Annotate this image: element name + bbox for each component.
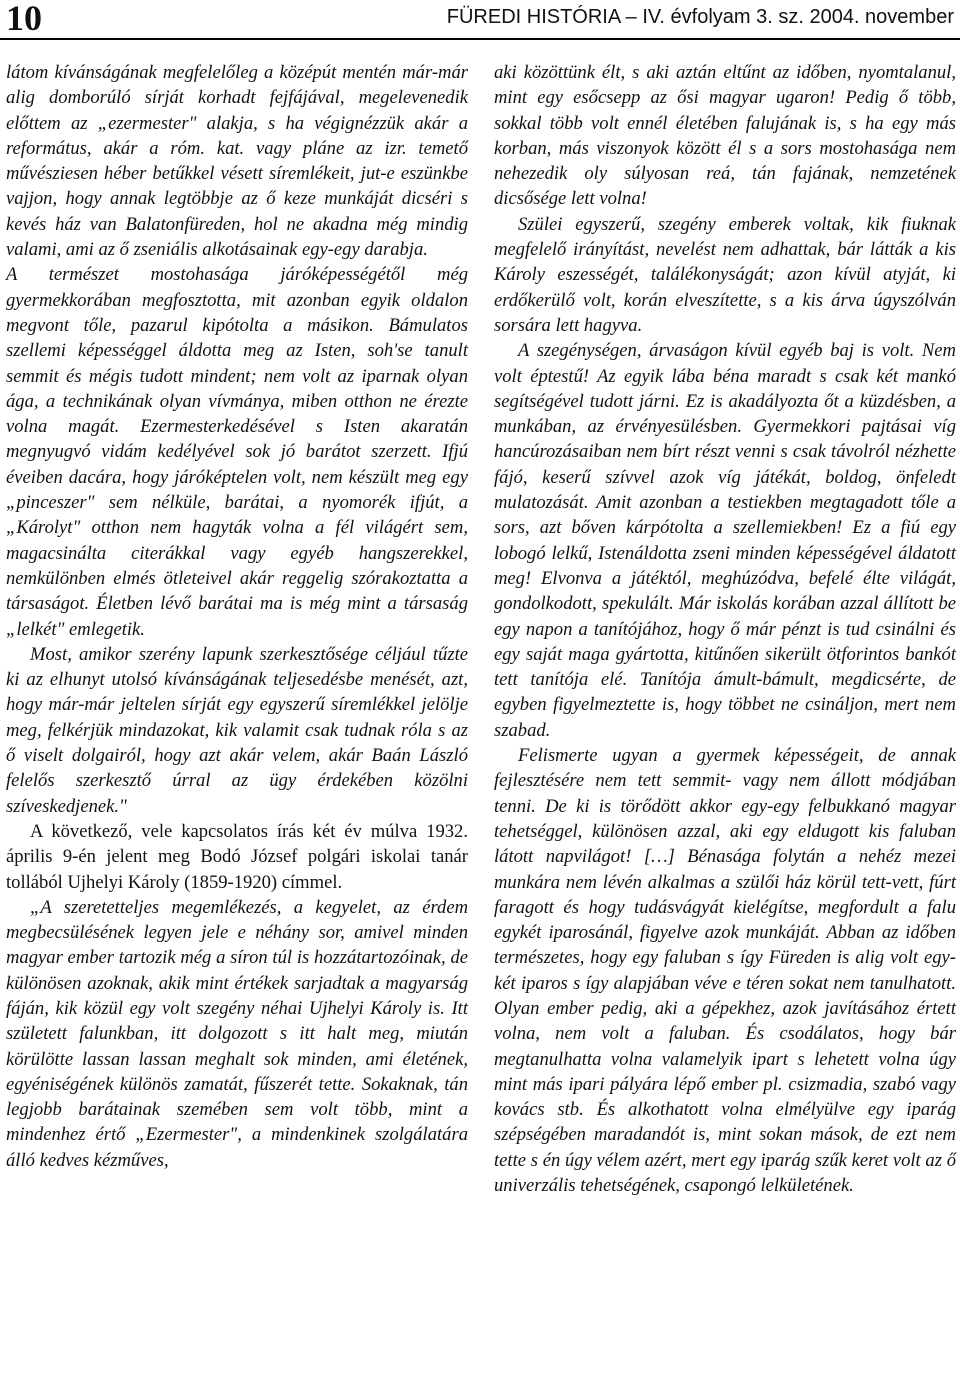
- paragraph: „A szeretetteljes megemlékezés, a kegyelet, az érdem megbecsülésének legyen jele e néhány sor, amivel minden magyar ember tartozik még a síron túl is hozzátartozóinak, de különösen azoknak, akik mint értékek sarjadtak a magyarság fáján, kik közül egy volt szegény néhai Ujhelyi Károly is. Itt született falunkban, itt dolgozott s itt halt meg, miután körülötte lassan lassan meghalt sok minden, ami életének, egyéniségének különös zamatát, fűszerét tette. Sokaknak, tán legjobb barátainak szemében sem volt több, mint a mindenhez értő „Ezermester", a mindenkinek szolgálatára álló kedves kézműves,: [6, 896, 468, 1171]
- paragraph: aki közöttünk élt, s aki aztán eltűnt az időben, nyomtalanul, mint egy esőcsepp az ősi magyar ugaron! Pedig ő több, sokkal több volt ennél életében falujának is, s ha egy más korban, más viszonyok között él s a sors mostohasága nem nehezedik oly súlyosan reá, tán fajának, nemzetének dicsősége lett volna!: [494, 62, 956, 210]
- paragraph: A következő, vele kapcsolatos írás két év múlva 1932. április 9-én jelent meg Bodó József polgári iskolai tanár tollából Ujhelyi Károly (1859-1920) címmel.: [6, 820, 468, 893]
- paragraph: Szülei egyszerű, szegény emberek voltak, kik fiuknak megfelelő irányítást, nevelést nem adhattak, bár látták a kis Károly eszességét, találékonyságát; azon kívül atyját, ki erdőkerülő volt, korán elveszítette, s a kis árva úgyszólván sorsára lett hagyva.: [494, 213, 956, 336]
- paragraph: Felismerte ugyan a gyermek képességeit, de annak fejlesztésére nem tett semmit- vagy nem állott módjában tenni. De ki is törődött akkor egy-egy felbukkanó magyar tehetséggel, különösen azzal, aki egy eldugott kis faluban látott napvilágot! […] Bénasága folytán a nehéz mezei munkára nem lévén alkalmas a szülői ház körül tett-vett, fúrt faragott és hogy tudásvágyát kielégítse, megfordult a falu egykét iparosánál, figyelve azok munkáját. Abban az időben természetes, hogy egy faluban s így Füreden is alig volt egy-két iparos s így alapjában véve e téren sokat nem tanulhatott. Olyan ember pedig, aki a gépekhez, azok javításához értett volna, nem volt a faluban. És csodálatos, hogy bár megtanulhatta volna valamelyik ipart s lehetett volna úgy mint más ipari pályára lépő ember pl. csizmadia, szabó vagy kovács stb. És alkothatott volna elmélyülve egy iparág szépségében maradandót is, mint sokan mások, de ezt nem tette s én úgy vélem azért, mert egy iparág szűk keret volt az ő univerzális tehetségének, csapongó lelkületének.: [494, 745, 956, 1197]
- paragraph: Most, amikor szerény lapunk szerkesztősége céljául tűzte ki az elhunyt utolsó kívánságának teljesedésbe menését, azt, hogy már-már jeltelen sírját egy egyszerű síremlékkel jelölje meg, felkérjük mindazokat, kik valamit csak tudnak róla s az ő viselt dolgairól, hogy azt akár velem, akár Baán László felelős szerkesztő úrral az ügy érdekében közölni szíveskedjenek.": [6, 643, 468, 817]
- right-column: [494, 60, 956, 1198]
- paragraph: A természet mostohasága járóképességétől még gyermekkorában megfosztotta, mit azonban egyik oldalon megvont tőle, pazarul kipótolta a másikon. Bámulatos szellemi képességgel áldotta meg az Isten, soh'se tanult semmit és mégis tudott mindent; nem volt az iparnak olyan ága, a technikának olyan vívmánya, miben otthon ne érezte volna magát. Ezermesterkedésével s Isten akaratán megnyugvó vidám kedélyével sok jó barátot szerzett. Ifjú éveiben dacára, hogy járóképtelen volt, nem készült meg egy „pinceszer" sem nélküle, barátai, a nyomorék ifjút, a „Károlyt" otthon nem hagyták volna a fél világért sem, magacsinálta citerákkal vagy egyéb hangszerekkel, nemkülönben elmés ötleteivel akár reggelig szórakoztatta a társaságot. Életben lévő barátai ma is még mint a társaság „lelkét" emlegetik.: [6, 264, 468, 640]
- paragraph: látom kívánságának megfelelőleg a középút mentén már-már alig domborúló sírját korhadt fejfájával, megelevenedik előttem az „ezermester" alakja, s ha végignézzük akár a református, akár a róm. kat. vagy pláne az izr. temető művésziesen héber betűkkel vésett síremlékeit, jut-e eszünkbe vajjon, hogy annak legtöbbje az ő keze munkáját dicséri s kevés ház van Balatonfüreden, hol ne akadna még mindig valami, ami az ő zseniális alkotásainak egy-egy darabja.: [6, 62, 468, 261]
- paragraph: A szegénységen, árvaságon kívül egyéb baj is volt. Nem volt éptestű! Az egyik lába béna maradt s csak két mankó segítségével tudott járni. Ez is akadályozta őt a küzdésben, a munkában, az érvényesülésben. Gyermekkori pajtásai víg hancúrozásaiban nem bírt részt venni s csak távolról nézhette fájó, keserű szívvel azok víg játékát, boldog, önfeledt mulatozását. Amit azonban a testiekben megtagadott tőle a sors, azt bőven kárpótolta a szellemiekben! Ez a fiú egy lobogó lelkű, Istenáldotta zseni minden képességével áldatott meg! Elvonva a játéktól, meghúzódva, befelé élte világát, gondolkodott, spekulált. Már iskolás korában azzal állított be egy napon a tanítójához, hogy ő már pénzt is tud csinálni és egy saját maga gyártotta, kitűnően sikerült ötforintos bankót tett tanítója elé. Tanítója ámult-bámult, megdicsérte, de egyben figyelmeztette is, hogy többet ne csináljon, mert nem szabad.: [494, 340, 956, 741]
- running-title: FÜREDI HISTÓRIA – IV. évfolyam 3. sz. 2004. november: [446, 6, 954, 28]
- page-number: 10: [6, 0, 42, 38]
- header-rule: [0, 38, 960, 40]
- left-column: [6, 60, 468, 1173]
